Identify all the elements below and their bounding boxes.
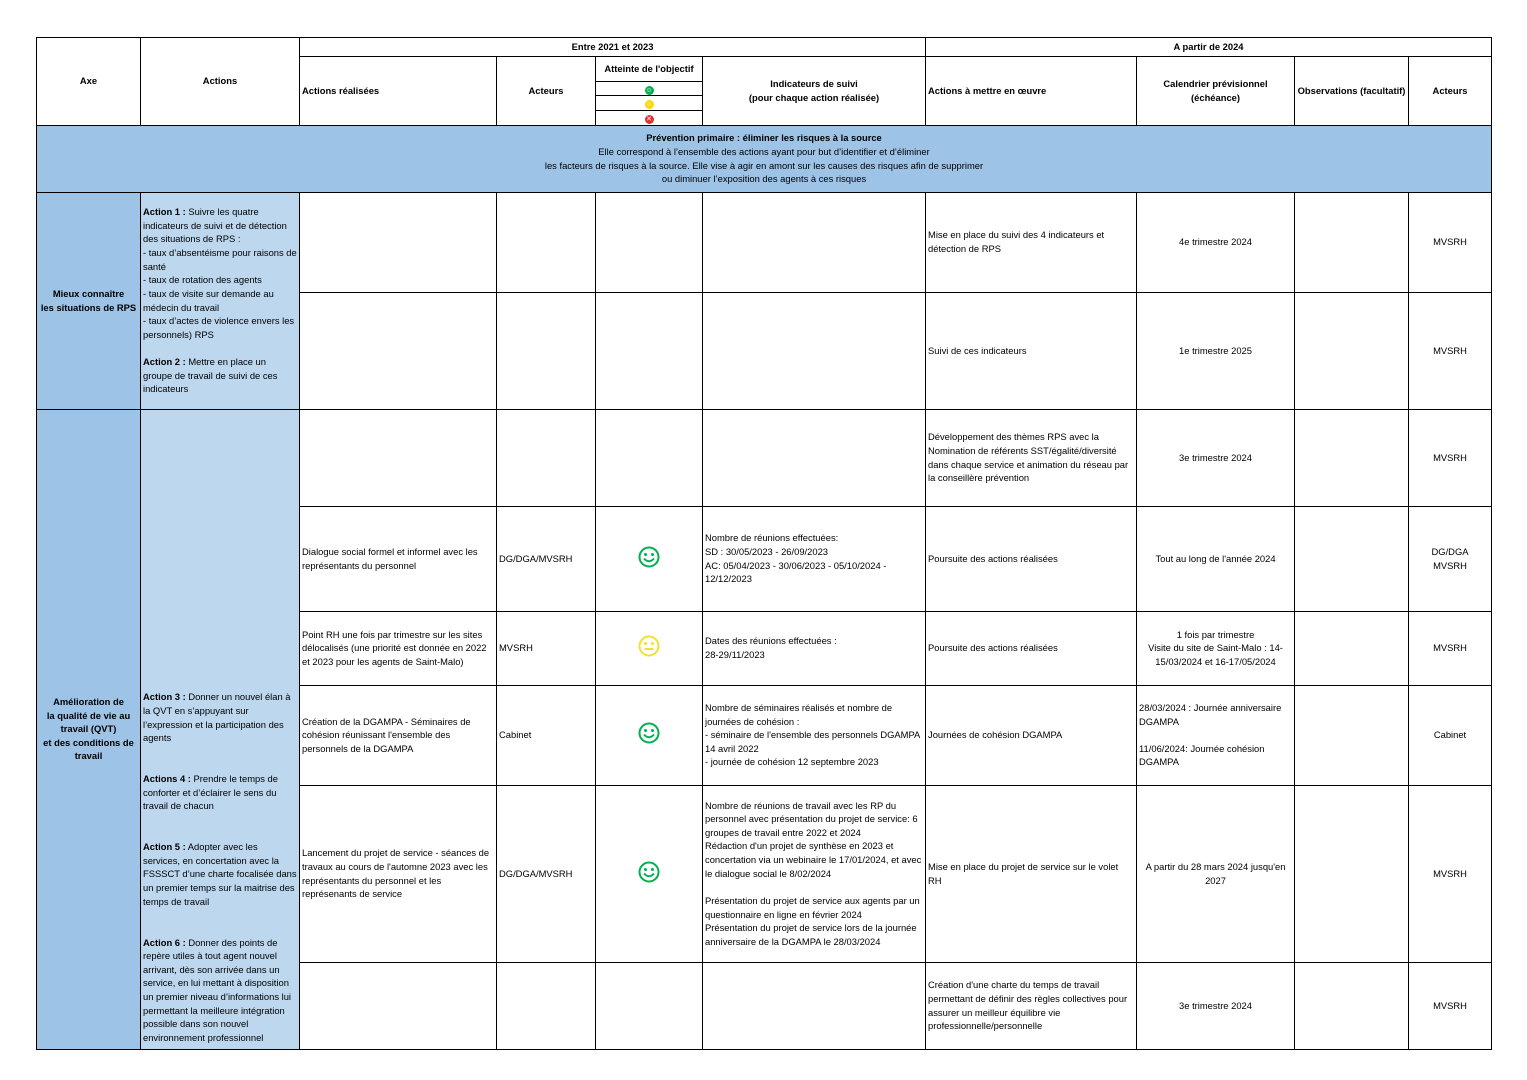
band-line-3: ou diminuer l’exposition des agents à ces risques	[661, 173, 867, 185]
action-1-text: Suivre les quatre indicateurs de suivi et de détection des situations de RPS : - taux d’absentéisme pour raisons de santé - taux de rotation des agents - taux de visite sur demande au médecin du travail - taux d’actes de violence envers les personnels) RPS	[143, 206, 297, 340]
s2-r5-atteinte	[596, 785, 703, 962]
action-3-text: Donner un nouvel élan à la QVT en s’appuyant sur l’expression et la participation des agents	[143, 691, 291, 744]
action-5-label: Action 5 :	[143, 841, 186, 853]
s2-r4-calendrier: 28/03/2024 : Journée anniversaire DGAMPA 11/06/2024: Journée cohésion DGAMPA	[1137, 685, 1295, 785]
s2-r2-observations	[1295, 506, 1409, 611]
action-5-text: Adopter avec les services, en concertation avec la FSSSCT d’une charte focalisée dans un premier temps sur la maitrise des temps de travail	[143, 841, 297, 907]
cell-empty	[497, 192, 596, 292]
action-4-label: Actions 4 :	[143, 773, 191, 784]
cell-empty	[596, 192, 703, 292]
smiley-icon	[638, 546, 660, 568]
cell-empty	[703, 192, 926, 292]
action-1-label: Action 1 :	[143, 206, 186, 218]
s2-r4-realisees: Création de la DGAMPA - Séminaires de cohésion réunissant l'ensemble des personnels de la DGAMPA	[300, 685, 497, 785]
header-observations: Observations (facultatif)	[1295, 56, 1409, 125]
cell-empty	[300, 962, 497, 1049]
s2-r3-acteurs: MVSRH	[497, 611, 596, 685]
cross-circle-icon: ✕	[646, 115, 652, 123]
cell-empty	[596, 409, 703, 506]
action-6-label: Action 6 :	[143, 936, 186, 948]
s2-r6-a-mettre: Création d'une charte du temps de travail permettant de définir des règles collectives pour assurer un meilleur équilibre vie professionnelle/personnelle	[926, 962, 1137, 1049]
s1-r2-calendrier: 1e trimestre 2025	[1137, 292, 1295, 409]
actions-section-2	[141, 409, 300, 1049]
header-axe: Axe	[37, 38, 141, 126]
action-2-text: Mettre en place un groupe de travail de suivi de ces indicateurs	[143, 356, 278, 395]
s2-r4-observations	[1295, 685, 1409, 785]
s2-r3-realisees: Point RH une fois par trimestre sur les sites délocalisés (une priorité est donnée en 2022 et 2023 pour les agents de Saint-Malo)	[300, 611, 497, 685]
smiley-icon: ☺	[645, 86, 653, 94]
s2-r1-observations	[1295, 409, 1409, 506]
header-actions-a-mettre: Actions à mettre en œuvre	[926, 56, 1137, 125]
s1-r1-calendrier: 4e trimestre 2024	[1137, 192, 1295, 292]
header-calendrier: Calendrier prévisionnel (échéance)	[1137, 56, 1295, 125]
header-group-2021-2023: Entre 2021 et 2023	[300, 38, 926, 57]
cell-empty	[596, 292, 703, 409]
s2-r3-calendrier: 1 fois par trimestre Visite du site de Saint-Malo : 14-15/03/2024 et 16-17/05/2024	[1137, 611, 1295, 685]
s2-r3-a-mettre: Poursuite des actions réalisées	[926, 611, 1137, 685]
neutral-face-icon: ☺	[645, 101, 653, 109]
s2-r1-calendrier: 3e trimestre 2024	[1137, 409, 1295, 506]
band-line-2: les facteurs de risques à la source. Elle vise à agir en amont sur les causes des risques afin de supprimer	[544, 159, 984, 171]
s2-r2-acteurs2: DG/DGA MVSRH	[1409, 506, 1492, 611]
s2-r6-calendrier: 3e trimestre 2024	[1137, 962, 1295, 1049]
band-title: Prévention primaire : éliminer les risques à la source	[646, 132, 882, 144]
cell-empty	[703, 292, 926, 409]
actions-section-1	[141, 192, 300, 409]
s2-r4-indicateurs: Nombre de séminaires réalisés et nombre de journées de cohésion : - séminaire de l'ensemble des personnels DGAMPA 14 avril 2022 - journée de cohésion 12 septembre 2023	[703, 685, 926, 785]
cell-empty	[497, 962, 596, 1049]
action-3-label: Action 3 :	[143, 691, 186, 703]
s2-r6-observations	[1295, 962, 1409, 1049]
header-acteurs: Acteurs	[497, 56, 596, 125]
s2-r4-acteurs: Cabinet	[497, 685, 596, 785]
cell-empty	[703, 409, 926, 506]
s2-r5-realisees: Lancement du projet de service - séances de travaux au cours de l'automne 2023 avec les représentants du personnel et les représenants de service	[300, 785, 497, 962]
s1-r2-observations	[1295, 292, 1409, 409]
smiley-icon	[638, 722, 660, 744]
s2-r5-acteurs2: MVSRH	[1409, 785, 1492, 962]
s2-r4-a-mettre: Journées de cohésion DGAMPA	[926, 685, 1137, 785]
s2-r3-observations	[1295, 611, 1409, 685]
band-line-1: Elle correspond à l’ensemble des actions ayant pour but d’identifier et d’éliminer	[598, 145, 930, 157]
header-acteurs-2024: Acteurs	[1409, 56, 1492, 125]
neutral-face-icon	[638, 635, 660, 657]
cell-empty	[300, 292, 497, 409]
legend-mid	[596, 96, 703, 111]
s2-r4-acteurs2: Cabinet	[1409, 685, 1492, 785]
s1-r1-acteurs: MVSRH	[1409, 192, 1492, 292]
s2-r2-calendrier: Tout au long de l'année 2024	[1137, 506, 1295, 611]
s2-r4-atteinte	[596, 685, 703, 785]
header-actions: Actions	[141, 38, 300, 126]
s2-r3-acteurs2: MVSRH	[1409, 611, 1492, 685]
s2-r2-atteinte	[596, 506, 703, 611]
action-4-text: Prendre le temps de conforter et d’éclairer le sens du travail de chacun	[143, 773, 278, 812]
action-6-text: Donner des points de repère utiles à tout agent nouvel arrivant, dès son arrivée dans un service, en lui mettant à disposition un premier niveau d’informations lui permettant la meilleure intégration possible dans son nouvel environnement professionnel	[143, 936, 291, 1043]
legend-bad	[596, 110, 703, 125]
prevention-band	[37, 125, 1492, 192]
s2-r2-indicateurs: Nombre de réunions effectuées: SD : 30/05/2023 - 26/09/2023 AC: 05/04/2023 - 30/06/2023 - 05/10/2024 - 12/12/2023	[703, 506, 926, 611]
cell-empty	[497, 409, 596, 506]
cell-empty	[596, 962, 703, 1049]
header-actions-realisees: Actions réalisées	[300, 56, 497, 125]
cell-empty	[300, 192, 497, 292]
s2-r5-indicateurs: Nombre de réunions de travail avec les RP du personnel avec présentation du projet de service: 6 groupes de travail entre 2022 et 2024 Rédaction d'un projet de synthèse en 2023 et concertation via un webinaire le 17/01/2024, et avec le dialogue social le 8/02/2024 Présentation du projet de service aux agents par un questionnaire en ligne en février 2024 Présentation du projet de service lors de la journée anniversaire de la DGAMPA le 28/03/2024	[703, 785, 926, 962]
action-plan-table	[36, 37, 1492, 1050]
s1-r1-observations	[1295, 192, 1409, 292]
header-group-2024: A partir de 2024	[926, 38, 1492, 57]
s2-r3-atteinte	[596, 611, 703, 685]
s2-r5-a-mettre: Mise en place du projet de service sur le volet RH	[926, 785, 1137, 962]
s2-r2-realisees: Dialogue social formel et informel avec les représentants du personnel	[300, 506, 497, 611]
axe-qvt: Amélioration de la qualité de vie au travail (QVT) et des conditions de travail	[37, 409, 141, 1049]
s1-r2-acteurs: MVSRH	[1409, 292, 1492, 409]
header-indicateurs: Indicateurs de suivi (pour chaque action réalisée)	[703, 56, 926, 125]
s2-r5-calendrier: A partir du 28 mars 2024 jusqu'en 2027	[1137, 785, 1295, 962]
s2-r1-a-mettre: Développement des thèmes RPS avec la Nomination de référents SST/égalité/diversité dans chaque service et animation du réseau par la conseillère prévention	[926, 409, 1137, 506]
s2-r2-a-mettre: Poursuite des actions réalisées	[926, 506, 1137, 611]
s2-r3-indicateurs: Dates des réunions effectuées : 28-29/11/2023	[703, 611, 926, 685]
header-atteinte-objectif: Atteinte de l'objectif	[596, 56, 703, 81]
s2-r1-acteurs: MVSRH	[1409, 409, 1492, 506]
cell-empty	[703, 962, 926, 1049]
smiley-icon	[638, 861, 660, 883]
s2-r6-acteurs2: MVSRH	[1409, 962, 1492, 1049]
s2-r2-acteurs: DG/DGA/MVSRH	[497, 506, 596, 611]
axe-mieux-connaitre: Mieux connaître les situations de RPS	[37, 192, 141, 409]
s2-r5-acteurs: DG/DGA/MVSRH	[497, 785, 596, 962]
legend-good	[596, 81, 703, 96]
s1-r1-a-mettre: Mise en place du suivi des 4 indicateurs et détection de RPS	[926, 192, 1137, 292]
cell-empty	[300, 409, 497, 506]
s2-r5-observations	[1295, 785, 1409, 962]
cell-empty	[497, 292, 596, 409]
action-2-label: Action 2 :	[143, 356, 186, 367]
s1-r2-a-mettre: Suivi de ces indicateurs	[926, 292, 1137, 409]
